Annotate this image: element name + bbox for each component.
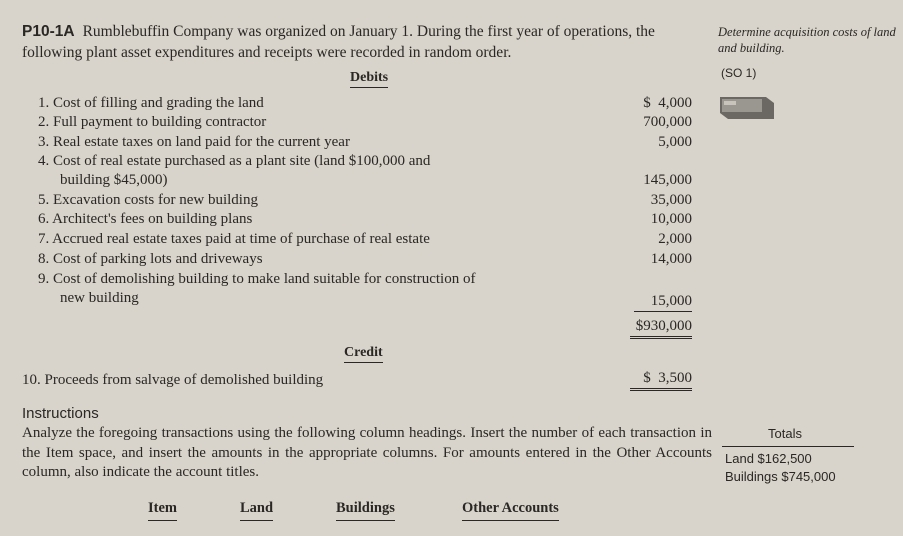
debits-total: $930,000 xyxy=(630,317,692,339)
totals-divider xyxy=(722,446,854,447)
totals-title: Totals xyxy=(768,426,802,441)
debit-amount-8: 14,000 xyxy=(650,251,692,267)
debit-amount-5: 35,000 xyxy=(650,192,692,208)
debit-amount-9: 15,000 xyxy=(634,292,692,312)
column-heading-item: Item xyxy=(148,500,177,521)
column-heading-buildings: Buildings xyxy=(336,500,395,521)
debit-item-3: 3. Real estate taxes on land paid for the current year xyxy=(38,134,350,150)
debit-amount-7: 2,000 xyxy=(658,231,692,247)
credit-item-10: 10. Proceeds from salvage of demolished building xyxy=(22,372,324,388)
debit-item-8: 8. Cost of parking lots and driveways xyxy=(38,251,263,267)
debits-heading: Debits xyxy=(350,70,388,88)
debit-item-5: 5. Excavation costs for new building xyxy=(38,192,258,208)
column-heading-land: Land xyxy=(240,500,273,521)
debit-amount-4: 145,000 xyxy=(643,172,692,188)
instructions-title: Instructions xyxy=(22,405,99,422)
debit-item-4-cont: building $45,000) xyxy=(60,172,168,188)
debit-item-2: 2. Full payment to building contractor xyxy=(38,114,267,130)
totals-land: Land $162,500 xyxy=(725,451,812,466)
problem-statement xyxy=(22,21,702,63)
debit-item-6: 6. Architect's fees on building plans xyxy=(38,211,253,227)
credit-amount-10: $ 3,500 xyxy=(630,369,692,391)
totals-buildings: Buildings $745,000 xyxy=(725,469,836,484)
credit-heading: Credit xyxy=(344,345,383,363)
debit-amount-6: 10,000 xyxy=(650,211,692,227)
learning-objective: Determine acquisition costs of land and building. xyxy=(718,25,896,55)
debit-item-9: 9. Cost of demolishing building to make land suitable for construction of xyxy=(38,271,476,287)
excel-template-icon xyxy=(718,95,774,121)
debit-amount-3: 5,000 xyxy=(658,134,692,150)
column-heading-other-accounts: Other Accounts xyxy=(462,500,559,521)
debit-item-4: 4. Cost of real estate purchased as a plant site (land $100,000 and xyxy=(38,153,431,169)
problem-id: P10-1A xyxy=(22,23,75,40)
debit-amount-1: $ 4,000 xyxy=(643,95,692,111)
debit-amount-2: 700,000 xyxy=(643,114,692,130)
debit-item-1: 1. Cost of filling and grading the land xyxy=(38,95,264,111)
debit-item-9-cont: new building xyxy=(60,290,139,306)
study-objective-ref: (SO 1) xyxy=(721,66,757,80)
instructions-body: Analyze the foregoing transactions using the following column headings. Insert the number of each transaction in the Item space, and insert the amounts in the appropriate columns. For amounts entered in the Other Accounts column, also indicate the account titles. xyxy=(22,425,712,480)
problem-intro: Rumblebuffin Company was organized on January 1. During the first year of operations, the following plant asset expenditures and receipts were recorded in random order. xyxy=(22,23,655,61)
debit-item-7: 7. Accrued real estate taxes paid at time of purchase of real estate xyxy=(38,231,430,247)
